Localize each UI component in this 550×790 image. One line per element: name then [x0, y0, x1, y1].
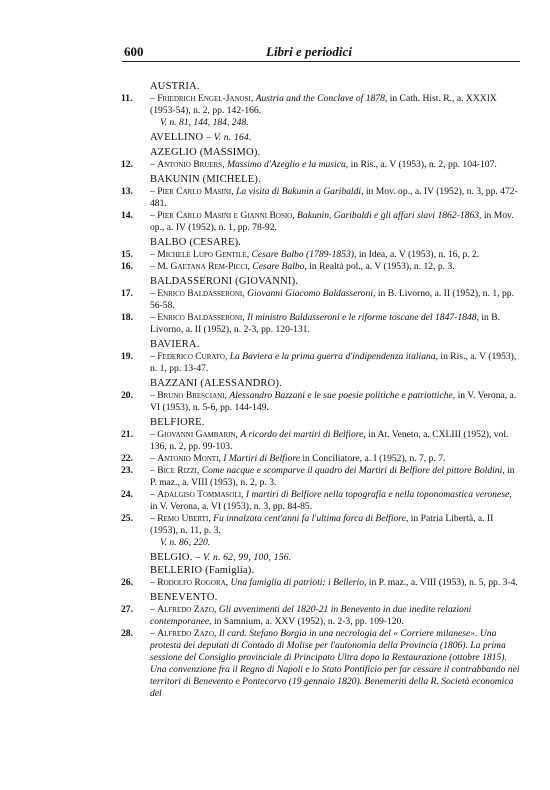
- bib-entry: 27. – Alfredo Zazo, Gli avvenimenti del 1820-21 in Benevento in due inedite relazioni contemporanee, in Samnium, a. XXV (1952), n. 2-3, pp. 109-120.: [121, 604, 472, 627]
- entry-source: in B. Livorno, a. II (1952), n. 1, pp. 56-58.: [150, 288, 514, 311]
- entry-title: Fu innalzata cent'anni fa l'ultima forca di Belfiore,: [213, 513, 409, 524]
- section-heading: BENEVENTO.: [150, 592, 218, 603]
- bib-entry: 28. – Alfredo Zazo, Il card. Stefano Borgia in una necrologia del « Corriere milanese». Una protesta dei deputati di Contado di Molise per l'autonomia della Provincia (1806). La prima sessione del Consiglio provinciale di Principato Ultra dopo la Restaurazione (ottobre 1815). Una convenzione fra il Regno di Napoli e lo Stato Pontificio per far cessare il contrabbando nei territori di Benevento e Pontecorvo (19 gennaio 1820). Benemeriti della R. Società economica del: [121, 628, 520, 699]
- page-number: 600: [124, 44, 144, 59]
- entry-author: Pier Carlo Masini,: [157, 186, 234, 197]
- section-heading: BELGIO. – V. n. 62, 99, 100, 156.: [150, 552, 292, 563]
- entry-author: Antonio Bruers,: [157, 159, 225, 170]
- running-title: Libri e periodici: [266, 44, 352, 59]
- section-heading: AVELLINO – V. n. 164.: [150, 132, 252, 143]
- entry-source: in P. maz., a. VIII (1953), n. 2, p. 3.: [150, 465, 515, 488]
- entry-title: Il ministro Baldasseroni e le riforme toscane del 1847-1848,: [247, 312, 479, 323]
- bib-entry: 16. – M. Gaetana Rem-Picci, Cesare Balbo, in Realtà pol., a. V (1953), n. 12, p. 3.: [121, 261, 455, 272]
- entry-author: Giovanni Gambarin,: [157, 429, 238, 440]
- entry-source: in Samnium, a. XXV (1952), n. 2-3, pp. 109-120.: [213, 616, 404, 627]
- entry-title: Massimo d'Azeglio e la musica,: [227, 159, 349, 170]
- entry-source: in V. Verona, a. VI (1953), n. 3, pp. 84-85.: [150, 501, 313, 512]
- entry-title: A ricordo dei martiri di Belfiore,: [240, 429, 366, 440]
- entry-number: 18.: [121, 312, 133, 323]
- entry-author: Remo Uberti,: [157, 513, 211, 524]
- section-heading: BALBO (CESARE).: [150, 237, 242, 248]
- section-heading: BALDASSERONI (GIOVANNI).: [150, 276, 299, 287]
- entry-number: 25.: [121, 513, 133, 524]
- bib-entry: 19. – Federico Curato, La Baviera e la prima guerra d'indipendenza italiana, in Ris., a. V (1953), n. 1, pp. 13-47.: [121, 351, 517, 374]
- entry-number: 16.: [121, 261, 133, 272]
- entry-author: Pier Carlo Masini e Gianni Bosio,: [157, 210, 295, 221]
- entry-source: in Conciliatore, a. I (1952), n. 7, p. 7.: [302, 453, 446, 464]
- bib-entry: 26. – Rodolfo Rogora, Una famiglia di patrioti: i Bellerio, in P. maz., a. VIII (1953), n. 5, pp. 3-4.: [121, 577, 518, 588]
- bib-entry: 15. – Michele Lupo Gentile, Cesare Balbo (1789-1853), in Idea, a. V (1953), n. 16, p. 2.: [121, 249, 480, 260]
- entry-source: in V. Verona, a. VI (1953), n. 5-6, pp. 144-149.: [150, 390, 517, 413]
- bib-entry: 24. – Adalgiso Tommasoli, I martiri di Belfiore nella topografia e nella toponomastica veronese, in V. Verona, a. VI (1953), n. 3, pp. 84-85.: [121, 489, 512, 512]
- entry-number: 12.: [121, 159, 133, 170]
- entry-source: in P. maz., a. VIII (1953), n. 5, pp. 3-4.: [368, 577, 518, 588]
- entry-source: in Idea, a. V (1953), n. 16, p. 2.: [358, 249, 480, 260]
- entry-number: 24.: [121, 489, 133, 500]
- see-also: – V. n. 164.: [206, 132, 252, 143]
- bib-entry: 22. – Antonio Monti, I Martiri di Belfiore in Conciliatore, a. I (1952), n. 7, p. 7.: [121, 453, 446, 464]
- entry-title: Il card. Stefano Borgia in una necrologia del « Corriere milanese». Una protesta dei deputati di Contado di Molise per l'autonomia della Provincia (1806). La prima sessione del Consiglio provinciale di Principato Ultra dopo la Restaurazione (ottobre 1815). Una convenzione fra il Regno di Napoli e lo Stato Pontificio per far cessare il contrabbando nei territori di Benevento e Pontecorvo (19 gennaio 1820). Benemeriti della R. Società economica del: [150, 628, 520, 699]
- section-heading: BAZZANI (ALESSANDRO).: [150, 378, 282, 389]
- bib-entry: 20. – Bruno Bresciani, Alessandro Bazzani e le sue poesie politiche e patriottiche, in V. Verona, a. VI (1953), n. 5-6, pp. 144-149.: [121, 390, 517, 413]
- entry-author: Rodolfo Rogora,: [157, 577, 229, 588]
- bib-entry: 25. – Remo Uberti, Fu innalzata cent'anni fa l'ultima forca di Belfiore, in Patria Libertà, a. II (1953), n. 11, p. 3.: [121, 513, 494, 536]
- entry-title: Gli avvenimenti del 1820-21 in Benevento in due inedite relazioni contemporanee,: [150, 604, 472, 627]
- entry-title: Austria and the Conclave of 1878,: [255, 93, 388, 104]
- entry-author: Enrico Baldasseroni,: [157, 312, 245, 323]
- bib-entry: 18. – Enrico Baldasseroni, Il ministro Baldasseroni e le riforme toscane del 1847-1848, in B. Livorno, a. II (1952), n. 2-3, pp. 120-131.: [121, 312, 501, 335]
- entry-title: Cesare Balbo,: [252, 261, 307, 272]
- entry-source: in B. Livorno, a. II (1952), n. 2-3, pp. 120-131.: [150, 312, 501, 335]
- entry-title: Come nacque e scomparve il quadro dei Martiri di Belfiore del pittore Boldini,: [201, 465, 505, 476]
- see-also: V. n. 81, 144, 184, 248.: [160, 117, 249, 128]
- section-heading: BAVIERA.: [150, 339, 200, 350]
- entry-title: Alessandro Bazzani e le sue poesie politiche e patriottiche,: [229, 390, 456, 401]
- entry-author: Bice Rizzi,: [157, 465, 200, 476]
- entry-number: 17.: [121, 288, 133, 299]
- entry-source: in Ris., a. V (1953), n. 2, pp. 104-107.: [350, 159, 497, 170]
- entry-title: Bakunin, Garibaldi e gli affari slavi 1862-1863,: [297, 210, 482, 221]
- entry-number: 19.: [121, 351, 133, 362]
- bib-entry: 12. – Antonio Bruers, Massimo d'Azeglio e la musica, in Ris., a. V (1953), n. 2, pp. 104-107.: [121, 159, 497, 170]
- entry-title: La visita di Bakunin a Garibaldi,: [236, 186, 364, 197]
- bib-entry: 11. – Friedrich Engel-Janosi, Austria and the Conclave of 1878, in Cath. Hist. R., a. XXXIX (1953-54), n. 2, pp. 142-166.: [121, 93, 497, 116]
- entry-number: 21.: [121, 429, 133, 440]
- section-heading: AUSTRIA.: [150, 81, 200, 92]
- header-rule: [122, 61, 520, 62]
- bib-entry: 14. – Pier Carlo Masini e Gianni Bosio, Bakunin, Garibaldi e gli affari slavi 1862-1863, in Mov. op., a. IV (1952), n. 1, pp. 78-92.: [121, 210, 514, 233]
- entry-title: La Baviera e la prima guerra d'indipendenza italiana,: [229, 351, 438, 362]
- bib-entry: 17. – Enrico Baldasseroni, Giovanni Giacomo Baldasseroni, in B. Livorno, a. II (1952), n. 1, pp. 56-58.: [121, 288, 514, 311]
- entry-source: in At. Veneto, a. CXLIII (1952), vol. 136, n. 2, pp. 99-103.: [150, 429, 509, 452]
- entry-number: 26.: [121, 577, 133, 588]
- entry-title: Cesare Balbo (1789-1853),: [251, 249, 357, 260]
- entry-number: 23.: [121, 465, 133, 476]
- entry-source: in Realtà pol., a. V (1953), n. 12, p. 3.: [309, 261, 455, 272]
- entry-author: Adalgiso Tommasoli,: [157, 489, 244, 500]
- entry-author: Alfredo Zazo,: [157, 604, 217, 615]
- entry-source: in Cath. Hist. R., a. XXXIX (1953-54), n. 2, pp. 142-166.: [150, 93, 497, 116]
- entry-number: 13.: [121, 186, 133, 197]
- entry-number: 14.: [121, 210, 133, 221]
- see-also: – V. n. 62, 99, 100, 156.: [195, 552, 292, 563]
- entry-title: I Martiri di Belfiore: [223, 453, 300, 464]
- section-heading: BELLERIO (Famiglia).: [150, 565, 255, 576]
- section-heading: BELFIORE.: [150, 417, 205, 428]
- entry-author: Antonio Monti,: [157, 453, 221, 464]
- entry-title: Giovanni Giacomo Baldasseroni,: [247, 288, 376, 299]
- entry-source: in Patria Libertà, a. II (1953), n. 11, p. 3.: [150, 513, 494, 536]
- bibliography-list: [100, 80, 520, 700]
- entry-number: 28.: [121, 628, 133, 639]
- entry-title: Una famiglia di patrioti: i Bellerio,: [230, 577, 367, 588]
- entry-author: Enrico Baldasseroni,: [157, 288, 245, 299]
- entry-source: in Ris., a. V (1953), n. 1, pp. 13-47.: [150, 351, 517, 374]
- entry-author: Bruno Bresciani,: [157, 390, 227, 401]
- section-heading: AZEGLIO (MASSIMO).: [150, 147, 261, 158]
- entry-number: 27.: [121, 604, 133, 615]
- entry-title: I martiri di Belfiore nella topografia e nella toponomastica veronese,: [245, 489, 512, 500]
- entry-number: 20.: [121, 390, 133, 401]
- entry-author: Alfredo Zazo,: [157, 628, 217, 639]
- entry-author: M. Gaetana Rem-Picci,: [157, 261, 250, 272]
- page-header: [124, 44, 520, 60]
- entry-author: Federico Curato,: [157, 351, 228, 362]
- section-heading: BAKUNIN (MICHELE).: [150, 174, 261, 185]
- entry-author: Friedrich Engel-Janosi,: [157, 93, 254, 104]
- entry-number: 22.: [121, 453, 133, 464]
- entry-source: in Mov. op., a. IV (1952), n. 3, pp. 472-481.: [150, 186, 518, 209]
- entry-source: in Mov. op., a. IV (1952), n. 1, pp. 78-92.: [150, 210, 514, 233]
- bib-entry: 21. – Giovanni Gambarin, A ricordo dei martiri di Belfiore, in At. Veneto, a. CXLIII (1952), vol. 136, n. 2, pp. 99-103.: [121, 429, 509, 452]
- see-also: V. n. 86, 220.: [160, 537, 211, 548]
- entry-author: Michele Lupo Gentile,: [157, 249, 250, 260]
- bib-entry: 23. – Bice Rizzi, Come nacque e scomparve il quadro dei Martiri di Belfiore del pittore Boldini, in P. maz., a. VIII (1953), n. 2, p. 3.: [121, 465, 515, 488]
- bib-entry: 13. – Pier Carlo Masini, La visita di Bakunin a Garibaldi, in Mov. op., a. IV (1952), n. 3, pp. 472-481.: [121, 186, 518, 209]
- entry-number: 11.: [121, 93, 133, 104]
- entry-number: 15.: [121, 249, 133, 260]
